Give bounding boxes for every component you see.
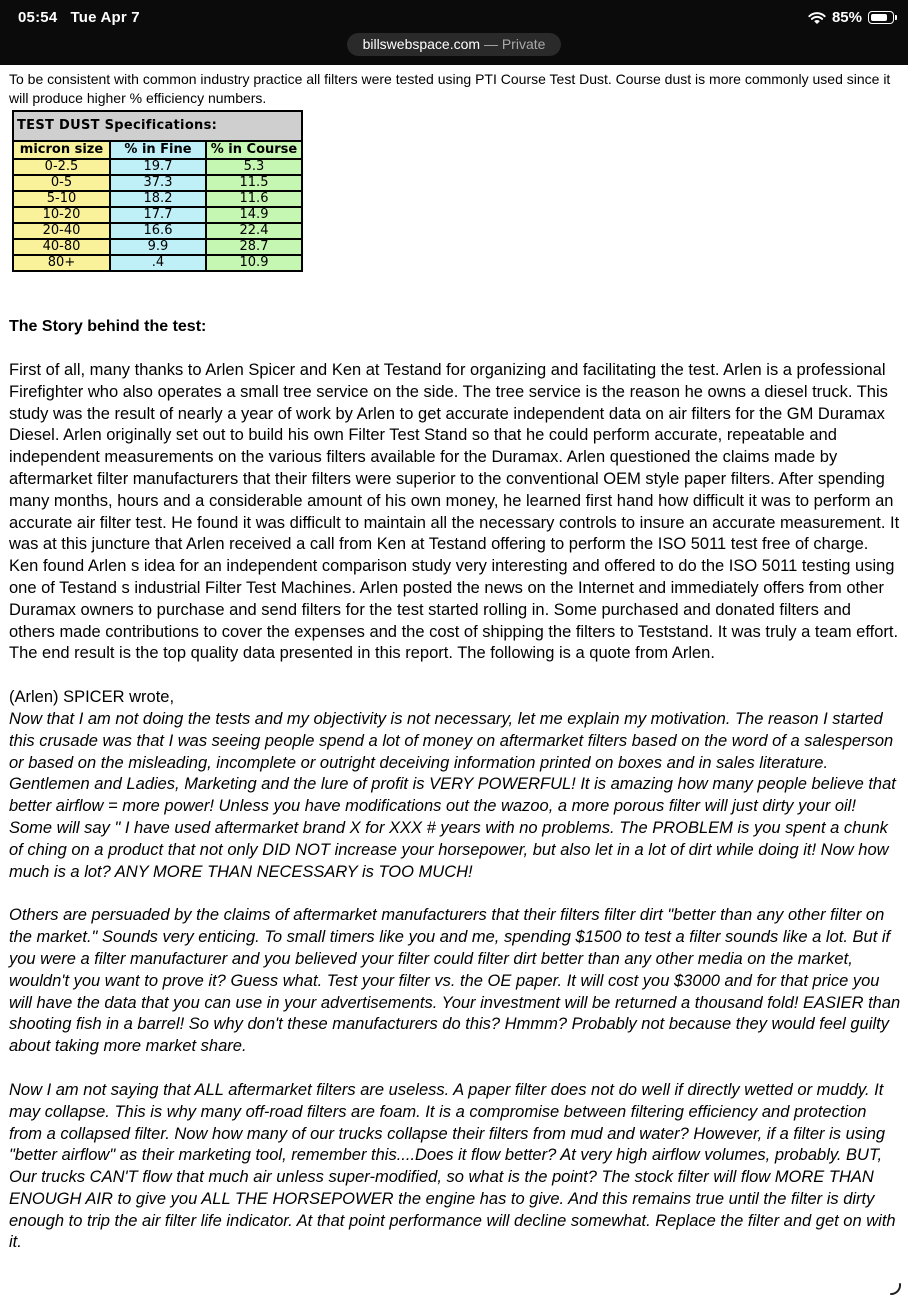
page-content xyxy=(9,70,901,1254)
wifi-icon xyxy=(808,11,826,25)
cell-micron: 10-20 xyxy=(13,207,110,223)
cell-fine: 18.2 xyxy=(110,191,206,207)
cell-course: 22.4 xyxy=(206,223,302,239)
cell-micron: 0-5 xyxy=(13,175,110,191)
table-title: TEST DUST Specifications: xyxy=(13,111,302,141)
cell-course: 5.3 xyxy=(206,159,302,175)
intro-text: To be consistent with common industry practice all filters were tested using PTI Course Test Dust. Course dust is more commonly used since it will produce higher % efficiency numbers. xyxy=(9,71,891,106)
quote-intro: (Arlen) SPICER wrote, xyxy=(9,688,175,707)
quote-paragraph-1: Now that I am not doing the tests and my objectivity is not necessary, let me explain my motivation. The reason I started this crusade was that I was seeing people spend a lot of money on aftermarket filters based on the word of a salesperson or based on the misleading, incomplete or outright deceiving information printed on boxes and in sales literature. Gentlemen and Ladies, Marketing and the lure of profit is VERY POWERFUL! It is amazing how many people believe that better airflow = more power! Unless you have modifications out the wazoo, a more porous filter will just dirty your oil! Some will say " I have used aftermarket brand X for XXX # years with no problems. The PROBLEM is you spent a chunk of ching on a product that not only DID NOT increase your horsepower, but also let in a lot of dirt while doing it! Now how much is a lot? ANY MORE THAN NECESSARY is TOO MUCH! xyxy=(9,709,896,881)
cell-fine: 19.7 xyxy=(110,159,206,175)
url-domain: billswebspace.com xyxy=(362,36,481,52)
table-row xyxy=(13,159,302,175)
cell-fine: 37.3 xyxy=(110,175,206,191)
cell-fine: 9.9 xyxy=(110,239,206,255)
quote-paragraph-3: Now I am not saying that ALL aftermarket filters are useless. A paper filter does not do well if directly wetted or muddy. It may collapse. This is why many off-road filters are foam. It is a compromise between filtering efficiency and protection from a collapsed filter. Now how many of our trucks collapse their filters from mud and water? However, if a filter is using "better airflow" as their marketing tool, remember this....Does it flow better? At very high airflow volumes, probably. BUT, Our trucks CAN'T flow that much air unless super-modified, so what is the point? The stock filter will flow MORE THAN ENOUGH AIR to give you ALL THE HORSEPOWER the engine has to give. And this remains true until the filter is dirty enough to trip the air filter life indicator. At that point performance will decline somewhat. Replace the filter and get on with it. xyxy=(9,1080,896,1252)
header-micron-size: micron size xyxy=(13,141,110,159)
table-row xyxy=(13,191,302,207)
status-time: 05:54 Tue Apr 7 xyxy=(18,9,140,26)
url-bar[interactable] xyxy=(347,33,561,56)
table-row xyxy=(13,255,302,271)
quote-paragraph-2: Others are persuaded by the claims of aftermarket manufacturers that their filters filter dirt "better than any other filter on the market." Sounds very enticing. To small timers like you and me, spending $1500 to test a filter sounds like a lot. But if you were a filter manufacturer and you believed your filter could filter dirt better than any other media on the market, wouldn't you want to prove it? Guess what. Test your filter vs. the OE paper. It will cost you $3000 and for that price you will have the data that you can use in your advertisements. Your investment will be returned a thousand fold! EASIER than shooting fish in a barrel! So why don't these manufacturers do this? Hmmm? Probably not because they would feel guilty about taking more market share. xyxy=(9,906,901,1056)
table-row xyxy=(13,207,302,223)
status-right xyxy=(808,9,894,26)
battery-icon xyxy=(868,11,894,24)
table-row xyxy=(13,239,302,255)
header-course: % in Course xyxy=(206,141,302,159)
table-row xyxy=(13,223,302,239)
cell-course: 14.9 xyxy=(206,207,302,223)
cell-fine: .4 xyxy=(110,255,206,271)
cell-fine: 17.7 xyxy=(110,207,206,223)
cell-micron: 80+ xyxy=(13,255,110,271)
cell-course: 28.7 xyxy=(206,239,302,255)
cell-course: 10.9 xyxy=(206,255,302,271)
header-fine: % in Fine xyxy=(110,141,206,159)
story-paragraph: First of all, many thanks to Arlen Spicer and Ken at Testand for organizing and facilitating the test. Arlen is a professional Firefighter who also operates a small tree service on the side. The tree service is the reason he owns a diesel truck. This study was the result of nearly a year of work by Arlen to get accurate independent data on air filters for the GM Duramax Diesel. Arlen originally set out to build his own Filter Test Stand so that he could perform accurate, repeatable and independent measurements on the various filters available for the Duramax. Arlen questioned the claims made by aftermarket filter manufacturers that their filters were superior to the conventional OEM style paper filters. After spending many months, hours and a considerable amount of his own money, he learned first hand how difficult it was to perform an accurate air filter test. He found it was difficult to maintain all the necessary controls to insure an accurate measurement. It was at this juncture that Arlen received a call from Ken at Testand offering to perform the ISO 5011 test free of charge. Ken found Arlen s idea for an independent comparison study very interesting and offered to do the ISO 5011 testing using one of Testand s industrial Filter Test Machines. Arlen posted the news on the Internet and immediately offers from other Duramax owners to purchase and send filters for the test started rolling in. Some purchased and donated filters and others made contributions to cover the expenses and the cost of shipping the filters to Teststand. It was truly a team effort. The end result is the top quality data presented in this report. The following is a quote from Arlen. xyxy=(9,361,900,663)
cell-fine: 16.6 xyxy=(110,223,206,239)
status-bar xyxy=(0,0,908,65)
status-date: Tue Apr 7 xyxy=(70,9,140,26)
cell-course: 11.5 xyxy=(206,175,302,191)
test-dust-table xyxy=(12,110,303,272)
cell-micron: 5-10 xyxy=(13,191,110,207)
url-private-label: — Private xyxy=(480,36,546,52)
cell-micron: 40-80 xyxy=(13,239,110,255)
story-heading: The Story behind the test: xyxy=(9,318,207,335)
battery-percent: 85% xyxy=(831,9,862,26)
table-row xyxy=(13,175,302,191)
loading-spinner-icon xyxy=(888,1282,902,1296)
cell-course: 11.6 xyxy=(206,191,302,207)
cell-micron: 0-2.5 xyxy=(13,159,110,175)
cell-micron: 20-40 xyxy=(13,223,110,239)
